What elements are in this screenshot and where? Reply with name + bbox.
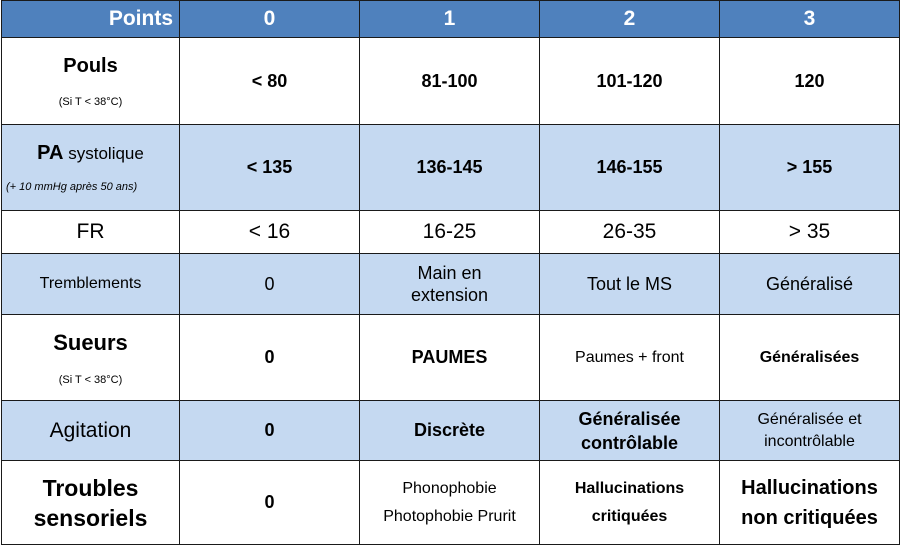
table-header xyxy=(2,1,900,38)
header-col-1: 1 xyxy=(360,1,540,38)
pa-cell-1: 136-145 xyxy=(360,125,540,211)
header-col-3: 3 xyxy=(720,1,900,38)
label-sueurs-sub: (Si T < 38°C) xyxy=(58,373,123,386)
row-pouls xyxy=(2,38,900,125)
fr-cell-2: 26-35 xyxy=(540,211,720,254)
row-troubles xyxy=(2,461,900,545)
pouls-cell-2: 101-120 xyxy=(540,38,720,125)
row-tremblements xyxy=(2,254,900,315)
label-sueurs: Sueurs xyxy=(53,329,128,355)
troubles-cell-1: Phonophobie Photophobie Prurit xyxy=(360,461,540,545)
row-label-troubles xyxy=(2,461,180,545)
fr-cell-1: 16-25 xyxy=(360,211,540,254)
label-pouls-sub: (Si T < 38°C) xyxy=(58,95,123,108)
row-agitation xyxy=(2,401,900,461)
fr-cell-3: > 35 xyxy=(720,211,900,254)
row-fr xyxy=(2,211,900,254)
tremblements-cell-2: Tout le MS xyxy=(540,254,720,315)
troubles-cell-3: Hallucinations non critiquées xyxy=(720,461,900,545)
pouls-cell-1: 81-100 xyxy=(360,38,540,125)
sueurs-cell-3: Généralisées xyxy=(720,315,900,401)
label-agitation: Agitation xyxy=(2,401,180,461)
header-col-0: 0 xyxy=(180,1,360,38)
agitation-cell-3: Généralisée et incontrôlable xyxy=(720,401,900,461)
troubles-cell-2: Hallucinations critiquées xyxy=(540,461,720,545)
pa-cell-3: > 155 xyxy=(720,125,900,211)
label-troubles-line2: sensoriels xyxy=(33,504,148,531)
agitation-cell-0: 0 xyxy=(180,401,360,461)
tremblements-cell-1: Main en extension xyxy=(360,254,540,315)
header-points: Points xyxy=(2,1,180,38)
pouls-cell-0: < 80 xyxy=(180,38,360,125)
label-fr: FR xyxy=(2,211,180,254)
sueurs-cell-0: 0 xyxy=(180,315,360,401)
tremblements-cell-0: 0 xyxy=(180,254,360,315)
label-troubles-line1: Troubles xyxy=(42,474,139,501)
row-sueurs xyxy=(2,315,900,401)
header-col-2: 2 xyxy=(540,1,720,38)
pa-cell-2: 146-155 xyxy=(540,125,720,211)
agitation-cell-1: Discrète xyxy=(360,401,540,461)
pouls-cell-3: 120 xyxy=(720,38,900,125)
score-table xyxy=(1,0,900,545)
label-pa-sub: (+ 10 mmHg après 50 ans) xyxy=(6,181,138,193)
sueurs-cell-1: PAUMES xyxy=(360,315,540,401)
row-label-sueurs xyxy=(2,315,180,401)
label-tremblements: Tremblements xyxy=(2,254,180,315)
fr-cell-0: < 16 xyxy=(180,211,360,254)
label-pouls: Pouls xyxy=(63,54,118,77)
troubles-cell-0: 0 xyxy=(180,461,360,545)
pa-cell-0: < 135 xyxy=(180,125,360,211)
label-pa: PA systolique xyxy=(37,142,144,164)
sueurs-cell-2: Paumes + front xyxy=(540,315,720,401)
row-pa xyxy=(2,125,900,211)
row-label-pa xyxy=(2,125,180,211)
row-label-pouls xyxy=(2,38,180,125)
agitation-cell-2: Généralisée contrôlable xyxy=(540,401,720,461)
tremblements-cell-3: Généralisé xyxy=(720,254,900,315)
